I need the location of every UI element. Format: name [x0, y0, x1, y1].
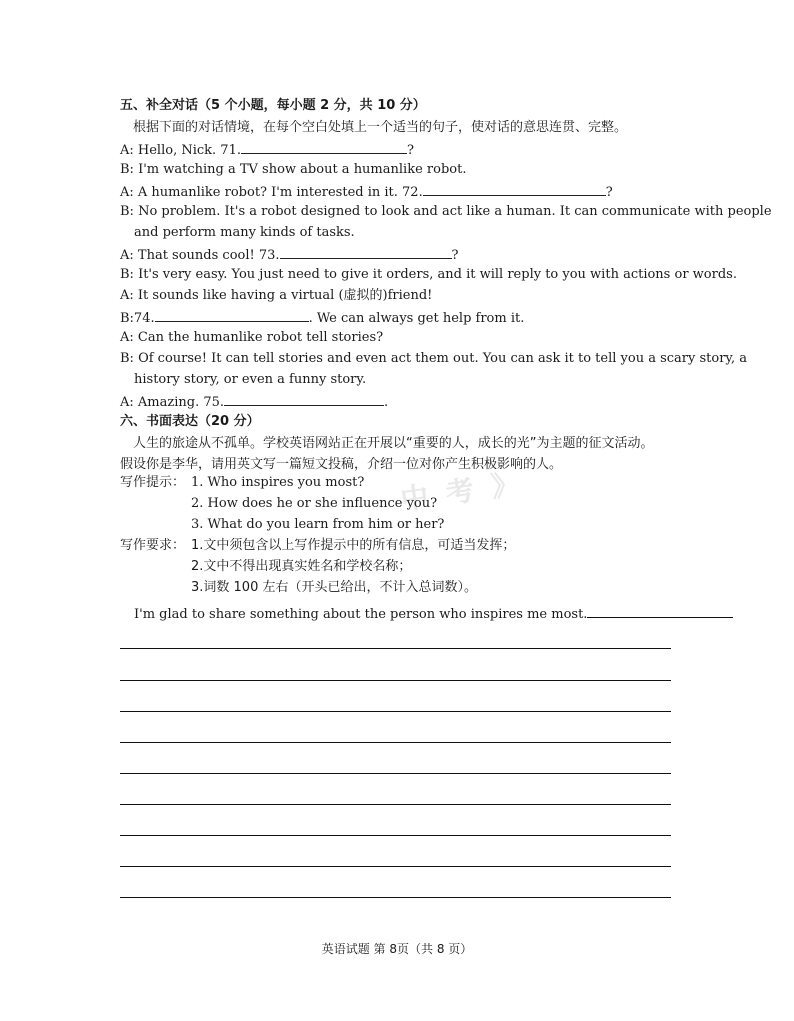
section-6-heading: 六、书面表达（20 分） — [120, 414, 260, 429]
writing-line[interactable] — [120, 648, 671, 649]
dialogue-line: history story, or even a funny story. — [134, 372, 367, 387]
dialogue-line: A: Can the humanlike robot tell stories? — [120, 330, 384, 345]
writing-line[interactable] — [120, 680, 671, 681]
dialogue-line: B: No problem. It's a robot designed to look and act like a human. It can communicate with people — [120, 204, 772, 219]
dialogue-line: B: It's very easy. You just need to give it orders, and it will reply to you with actions or words. — [120, 267, 737, 282]
requirement-item: 1.文中须包含以上写作提示中的所有信息，可适当发挥； — [191, 538, 516, 553]
essay-blank[interactable] — [587, 605, 733, 618]
writing-line[interactable] — [120, 866, 671, 867]
section-5-instruction: 根据下面的对话情境，在每个空白处填上一个适当的句子，使对话的意思连贯、完整。 — [133, 120, 628, 135]
dialogue-line-71: A: Hello, Nick. 71. ? — [120, 143, 414, 158]
dialogue-line-73: A: That sounds cool! 73. ? — [120, 248, 459, 263]
answer-blank-73[interactable] — [280, 246, 452, 259]
answer-blank-71[interactable] — [241, 141, 407, 154]
hint-item: 1. Who inspires you most? — [191, 475, 365, 490]
dialogue-line: A: It sounds like having a virtual (虚拟的)friend! — [120, 288, 433, 303]
dialogue-line: B: I'm watching a TV show about a humanlike robot. — [120, 162, 467, 177]
section-5-heading: 五、补全对话（5 个小题，每小题 2 分，共 10 分） — [120, 98, 426, 113]
hint-item: 3. What do you learn from him or her? — [191, 517, 445, 532]
page-footer: 英语试题 第 8页（共 8 页） — [321, 942, 473, 956]
requirement-item: 3.词数 100 左右（开头已给出，不计入总词数）。 — [191, 580, 477, 595]
writing-line[interactable] — [120, 835, 671, 836]
dialogue-line-74: B:74. . We can always get help from it. — [120, 311, 525, 326]
hint-item: 2. How does he or she influence you? — [191, 496, 438, 511]
essay-opening: I'm glad to share something about the person who inspires me most. — [134, 605, 674, 623]
dialogue-line: and perform many kinds of tasks. — [134, 225, 355, 240]
answer-blank-74[interactable] — [155, 309, 309, 322]
dialogue-line: B: Of course! It can tell stories and even act them out. You can ask it to tell you a scary story, a — [120, 351, 748, 366]
writing-prompt: 人生的旅途从不孤单。学校英语网站正在开展以“重要的人，成长的光”为主题的征文活动。 — [133, 436, 654, 451]
hints-label: 写作提示： — [120, 475, 186, 490]
answer-blank-72[interactable] — [423, 183, 606, 196]
dialogue-line-72: A: A humanlike robot? I'm interested in it. 72. ? — [120, 185, 613, 200]
writing-line[interactable] — [120, 804, 671, 805]
dialogue-line-75: A: Amazing. 75. . — [120, 395, 389, 410]
writing-line[interactable] — [120, 711, 671, 712]
answer-blank-75[interactable] — [224, 393, 384, 406]
writing-line[interactable] — [120, 897, 671, 898]
watermark: 中 考 》 — [398, 466, 526, 517]
writing-line[interactable] — [120, 773, 671, 774]
requirements-label: 写作要求： — [120, 538, 186, 553]
writing-line[interactable] — [120, 742, 671, 743]
requirement-item: 2.文中不得出现真实姓名和学校名称； — [191, 559, 412, 574]
writing-prompt: 假设你是李华，请用英文写一篇短文投稿，介绍一位对你产生积极影响的人。 — [120, 457, 563, 472]
